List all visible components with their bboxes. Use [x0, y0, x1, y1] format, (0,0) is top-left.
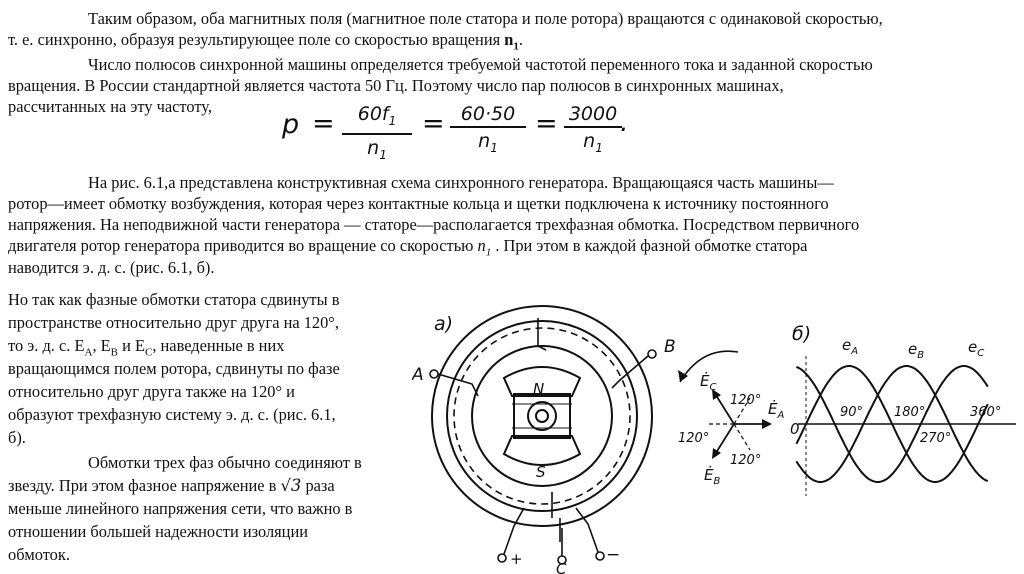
shift-line-3: то э. д. с. $E_A$, $E_B$ и $E_C$, наведенные в них	[8, 336, 285, 359]
poles-line-3: рассчитанных на эту частоту,	[8, 97, 212, 116]
plus-terminal-label: +	[510, 550, 523, 568]
formula-fraction-3: 3000 $n_1$	[564, 102, 622, 161]
curve-ea-label: $e_A$	[842, 336, 859, 357]
sqrt-three: √3	[280, 476, 302, 495]
star-line-3: меньше линейного напряжения сети, что важно в	[8, 499, 353, 518]
tick-270-label: 270°	[920, 431, 952, 446]
phasor-ec-label: $Ė_C$	[700, 372, 717, 393]
shift-line-7: б).	[8, 428, 26, 447]
figure-label-b: б)	[792, 323, 812, 345]
formula-equals-1: =	[312, 108, 335, 139]
star-line-1: Обмотки трех фаз обычно соединяют в	[88, 453, 362, 472]
speed-symbol: $n_1$	[477, 236, 492, 259]
phasor-ea-label: $Ė_A$	[768, 400, 785, 421]
intro-line-2: т. е. синхронно, образуя результирующее поле со скоростью вращения $n_1$.	[8, 30, 523, 53]
shift-line-2: пространстве относительно друг друга на 120°,	[8, 313, 339, 332]
pole-south-label: S	[536, 463, 546, 481]
formula-equals-2: =	[422, 108, 445, 139]
scheme-line-2: ротор—имеет обмотку возбуждения, которая через контактные кольца и щетки подключена к источнику постоянного	[8, 194, 829, 213]
angle-left-label: 120°	[678, 431, 710, 446]
scheme-line-5: наводится э. д. с. (рис. 6.1, б).	[8, 258, 215, 277]
phase-a-label: A	[412, 365, 424, 385]
formula-equals-3: =	[535, 108, 558, 139]
tick-360-label: 360°	[970, 405, 1002, 420]
intro-line-1: Таким образом, оба магнитных поля (магнитное поле статора и поле ротора) вращаются с одинаковой скоростью,	[88, 9, 883, 28]
poles-line-1: Число полюсов синхронной машины определяется требуемой частотой переменного тока и заданной скоростью	[88, 55, 873, 74]
shift-line-4: вращающимся полем ротора, сдвинуты по фазе	[8, 359, 340, 378]
shift-line-1: Но так как фазные обмотки статора сдвинуты в	[8, 290, 340, 309]
formula-fraction-2: 60·50 $n_1$	[450, 102, 526, 161]
formula-period: .	[620, 107, 629, 138]
phase-b-label: B	[664, 337, 676, 357]
tick-180-label: 180°	[894, 405, 926, 420]
curve-ec-label: $e_C$	[968, 338, 985, 359]
scheme-line-1: На рис. 6.1,а представлена конструктивная схема синхронного генератора. Вращающаяся часть машины—	[88, 173, 834, 192]
pole-pairs-formula	[282, 100, 629, 162]
phasor-eb-label: $Ė_B$	[704, 466, 721, 487]
scheme-line-4: двигателя ротор генератора приводится во вращение со скоростью $n_1$ . При этом в каждой фазной обмотке статора	[8, 236, 808, 259]
angle-top-label: 120°	[730, 393, 762, 408]
curve-eb-label: $e_B$	[908, 340, 925, 361]
figure-label-a: a)	[434, 313, 454, 335]
star-line-2: звезду. При этом фазное напряжение в √3 раза	[8, 476, 335, 495]
intro-speed-symbol: $n_1$	[504, 30, 519, 53]
intro-text: т. е. синхронно, образуя результирующее поле со скоростью вращения	[8, 30, 505, 49]
star-line-5: обмоток.	[8, 545, 70, 564]
phase-leads	[430, 318, 656, 564]
origin-label: 0	[790, 420, 800, 438]
shift-line-6: образуют трехфазную систему э. д. с. (рис. 6.1,	[8, 405, 336, 424]
phase-c-label: C	[556, 560, 567, 574]
minus-terminal-label: −	[606, 545, 621, 565]
formula-fraction-1: $60f_1$ $n_1$	[342, 102, 412, 168]
scheme-line-3: напряжения. На неподвижной части генератора — статоре—располагается трехфазная обмотка. Посредством первичного	[8, 215, 860, 234]
poles-line-2: вращения. В России стандартной является частота 50 Гц. Поэтому число пар полюсов в синхронных машинах,	[8, 76, 784, 95]
star-line-4: отношении большей надежности изоляции	[8, 522, 308, 541]
angle-bottom-label: 120°	[730, 453, 762, 468]
figure-6-1	[412, 296, 1024, 574]
shift-line-5: относительно друг друга также на 120° и	[8, 382, 295, 401]
tick-90-label: 90°	[840, 405, 864, 420]
pole-north-label: N	[533, 380, 545, 398]
stator-rings	[432, 306, 652, 526]
formula-lhs: p	[282, 109, 300, 140]
